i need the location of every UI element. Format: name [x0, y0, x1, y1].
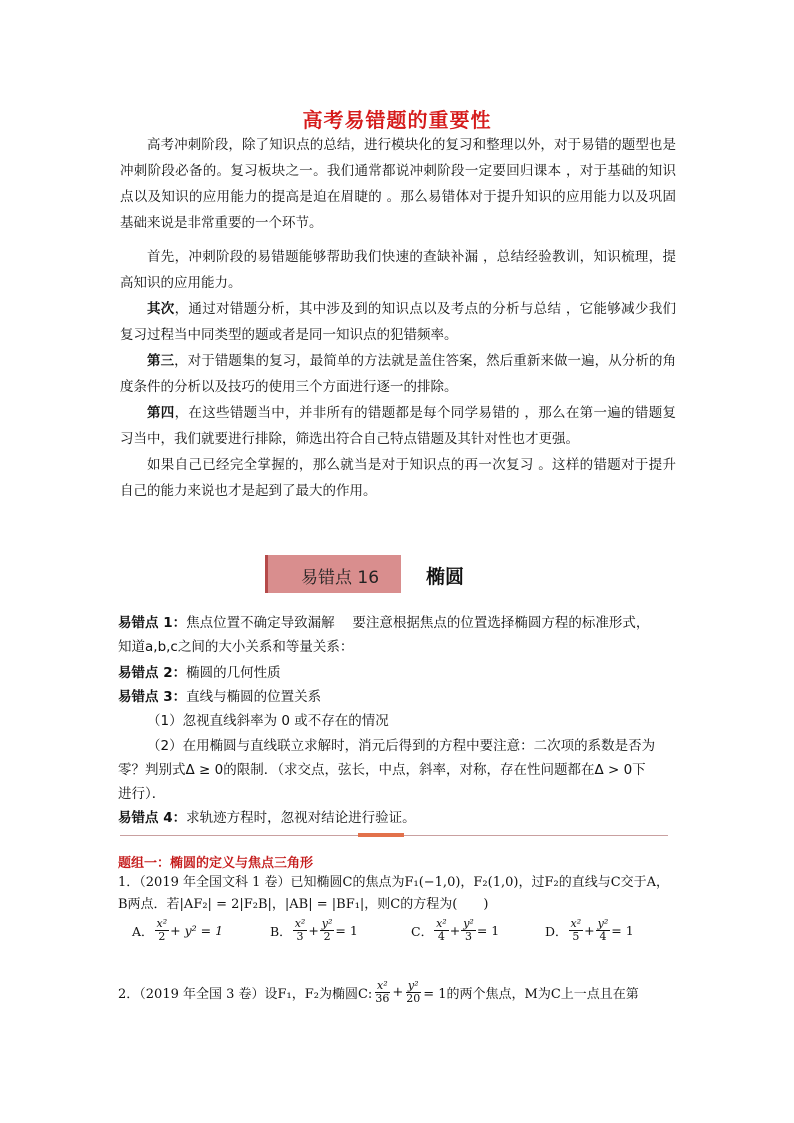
fraction-numerator: x²	[294, 917, 306, 930]
fraction-numerator: x²	[436, 917, 447, 930]
fraction-denominator: 2	[158, 930, 166, 943]
error-point-3-sub-1: （1）忽视直线斜率为 0 或不存在的情况	[147, 713, 389, 729]
fraction-numerator: y²	[463, 917, 474, 930]
error-point-3-label: 易错点 3：	[118, 689, 187, 705]
option-c-equals: = 1	[476, 923, 500, 938]
option-d-fraction-1	[569, 918, 584, 943]
question-2-fraction-2	[404, 980, 422, 1005]
question-1-line-1: 1．（2019 年全国文科 1 卷）已知椭圆C的焦点为F₁(−1,0)，F₂(1,0)，过F₂的直线与C交于A，	[118, 875, 670, 890]
banner-topic: 椭圆	[426, 566, 465, 588]
option-d[interactable]	[545, 918, 634, 943]
fraction-denominator: 2	[323, 930, 331, 943]
option-a-rest: + y² = 1	[170, 923, 224, 938]
error-point-2-label: 易错点 2：	[118, 665, 187, 681]
error-point-1-continued: 知道a,b,c之间的大小关系和等量关系：	[118, 639, 354, 655]
fraction-denominator: 20	[406, 992, 421, 1005]
section-banner	[265, 555, 512, 593]
error-point-3-sub-2-end: 进行）．	[118, 786, 166, 802]
fraction-numerator: y²	[407, 979, 419, 992]
option-c[interactable]	[411, 918, 499, 943]
page-title: 高考易错题的重要性	[302, 108, 492, 132]
option-b[interactable]	[270, 918, 358, 943]
option-d-equals: = 1	[611, 923, 634, 938]
error-point-4	[118, 807, 678, 829]
question-1-line-2: B两点．若|AF₂| = 2|F₂B|，|AB| = |BF₁|，则C的方程为( )	[118, 897, 489, 912]
fraction-denominator: 3	[296, 930, 304, 943]
fraction-numerator: y²	[321, 917, 333, 930]
intro-paragraph-5: 第四，在这些错题当中，并非所有的错题都是每个同学易错的 ，那么在第一遍的错题复习当中，我们就要进行排除，筛选出符合自己特点错题及其针对性也才更强。	[120, 405, 677, 447]
question-2-fraction-1	[373, 980, 391, 1005]
intro-paragraph-2: 首先，冲刺阶段的易错题能够帮助我们快速的查缺补漏 ，总结经验教训，知识梳理，提高知识的应用能力。	[120, 249, 676, 291]
intro-paragraph-6: 如果自己已经完全掌握的，那么就当是对于知识点的再一次复习 。这样的错题对于提升自己的能力来说也才是起到了最大的作用。	[120, 457, 676, 499]
error-point-2-text: 椭圆的几何性质	[186, 665, 281, 681]
error-point-4-text: 求轨迹方程时，忽视对结论进行验证。	[186, 810, 416, 826]
fraction-denominator: 3	[465, 930, 472, 943]
option-c-fraction-2	[461, 918, 476, 943]
fraction-denominator: 4	[599, 930, 607, 943]
divider-accent	[358, 833, 404, 837]
option-d-letter: D．	[545, 923, 568, 939]
option-a-fraction	[155, 918, 170, 943]
question-2-prefix: 2．（2019 年全国 3 卷）设F₁，F₂为椭圆C:	[118, 987, 373, 1002]
banner-label: 易错点 16	[301, 568, 380, 588]
fraction-numerator: x²	[570, 917, 582, 930]
option-b-fraction-2	[320, 918, 335, 943]
error-point-3-sub-2: （2）在用椭圆与直线联立求解时，消元后得到的方程中要注意：二次项的系数是否为	[147, 738, 656, 754]
option-a[interactable]	[132, 918, 223, 943]
error-point-2	[118, 662, 678, 684]
question-2-suffix: = 1的两个焦点，M为C上一点且在第	[423, 987, 639, 1002]
error-point-3-text: 直线与椭圆的位置关系	[186, 689, 322, 705]
error-point-1-label: 易错点 1：	[118, 615, 187, 631]
option-d-plus: +	[584, 923, 595, 938]
option-d-fraction-2	[596, 918, 611, 943]
error-point-1-text: 焦点位置不确定导致漏解 要注意根据焦点的位置选择椭圆方程的标准形式，	[186, 615, 650, 631]
fraction-denominator: 36	[375, 992, 390, 1005]
option-b-letter: B．	[270, 923, 292, 939]
intro-paragraph-3: 其次，通过对错题分析，其中涉及到的知识点以及考点的分析与总结 ，它能够减少我们复习过程当中同类型的题或者是同一知识点的犯错频率。	[120, 301, 677, 343]
option-b-plus: +	[308, 923, 319, 938]
fraction-denominator: 4	[437, 930, 445, 943]
fraction-numerator: y²	[597, 917, 609, 930]
fraction-numerator: x²	[377, 979, 388, 992]
option-b-equals: = 1	[335, 923, 358, 938]
error-point-1	[118, 612, 678, 634]
fraction-numerator: x²	[156, 917, 168, 930]
error-point-3	[118, 686, 678, 708]
paragraph-lead: 其次	[147, 301, 175, 317]
error-point-3-sub-2-cont: 零？判别式Δ ≥ 0的限制．（求交点，弦长，中点，斜率，对称，存在性问题都在Δ > 0下	[118, 762, 646, 778]
error-point-4-label: 易错点 4：	[118, 810, 187, 826]
paragraph-lead: 第三	[147, 353, 175, 369]
question-2	[118, 980, 678, 1005]
question-2-plus: +	[392, 985, 404, 1000]
option-c-plus: +	[449, 923, 461, 938]
option-b-fraction-1	[293, 918, 308, 943]
option-a-letter: A．	[132, 923, 154, 939]
paragraph-lead: 第四	[147, 405, 175, 421]
intro-paragraph-1: 高考冲刺阶段，除了知识点的总结，进行模块化的复习和整理以外，对于易错的题型也是冲刺阶段必备的。复习板块之一。我们通常都说冲刺阶段一定要回归课本 ，对于基础的知识点以及知识的应用能力的提高是迫在眉睫的 。那么易错体对于提升知识的应用能力以及巩固基础来说是非常重要的一个环节。	[120, 137, 676, 231]
option-c-fraction-1	[434, 918, 449, 943]
fraction-denominator: 5	[572, 930, 580, 943]
option-c-letter: C．	[411, 923, 434, 939]
question-group-title: 题组一：椭圆的定义与焦点三角形	[118, 856, 314, 871]
intro-paragraph-4: 第三，对于错题集的复习，最简单的方法就是盖住答案，然后重新来做一遍，从分析的角度条件的分析以及技巧的使用三个方面进行逐一的排除。	[120, 353, 677, 395]
